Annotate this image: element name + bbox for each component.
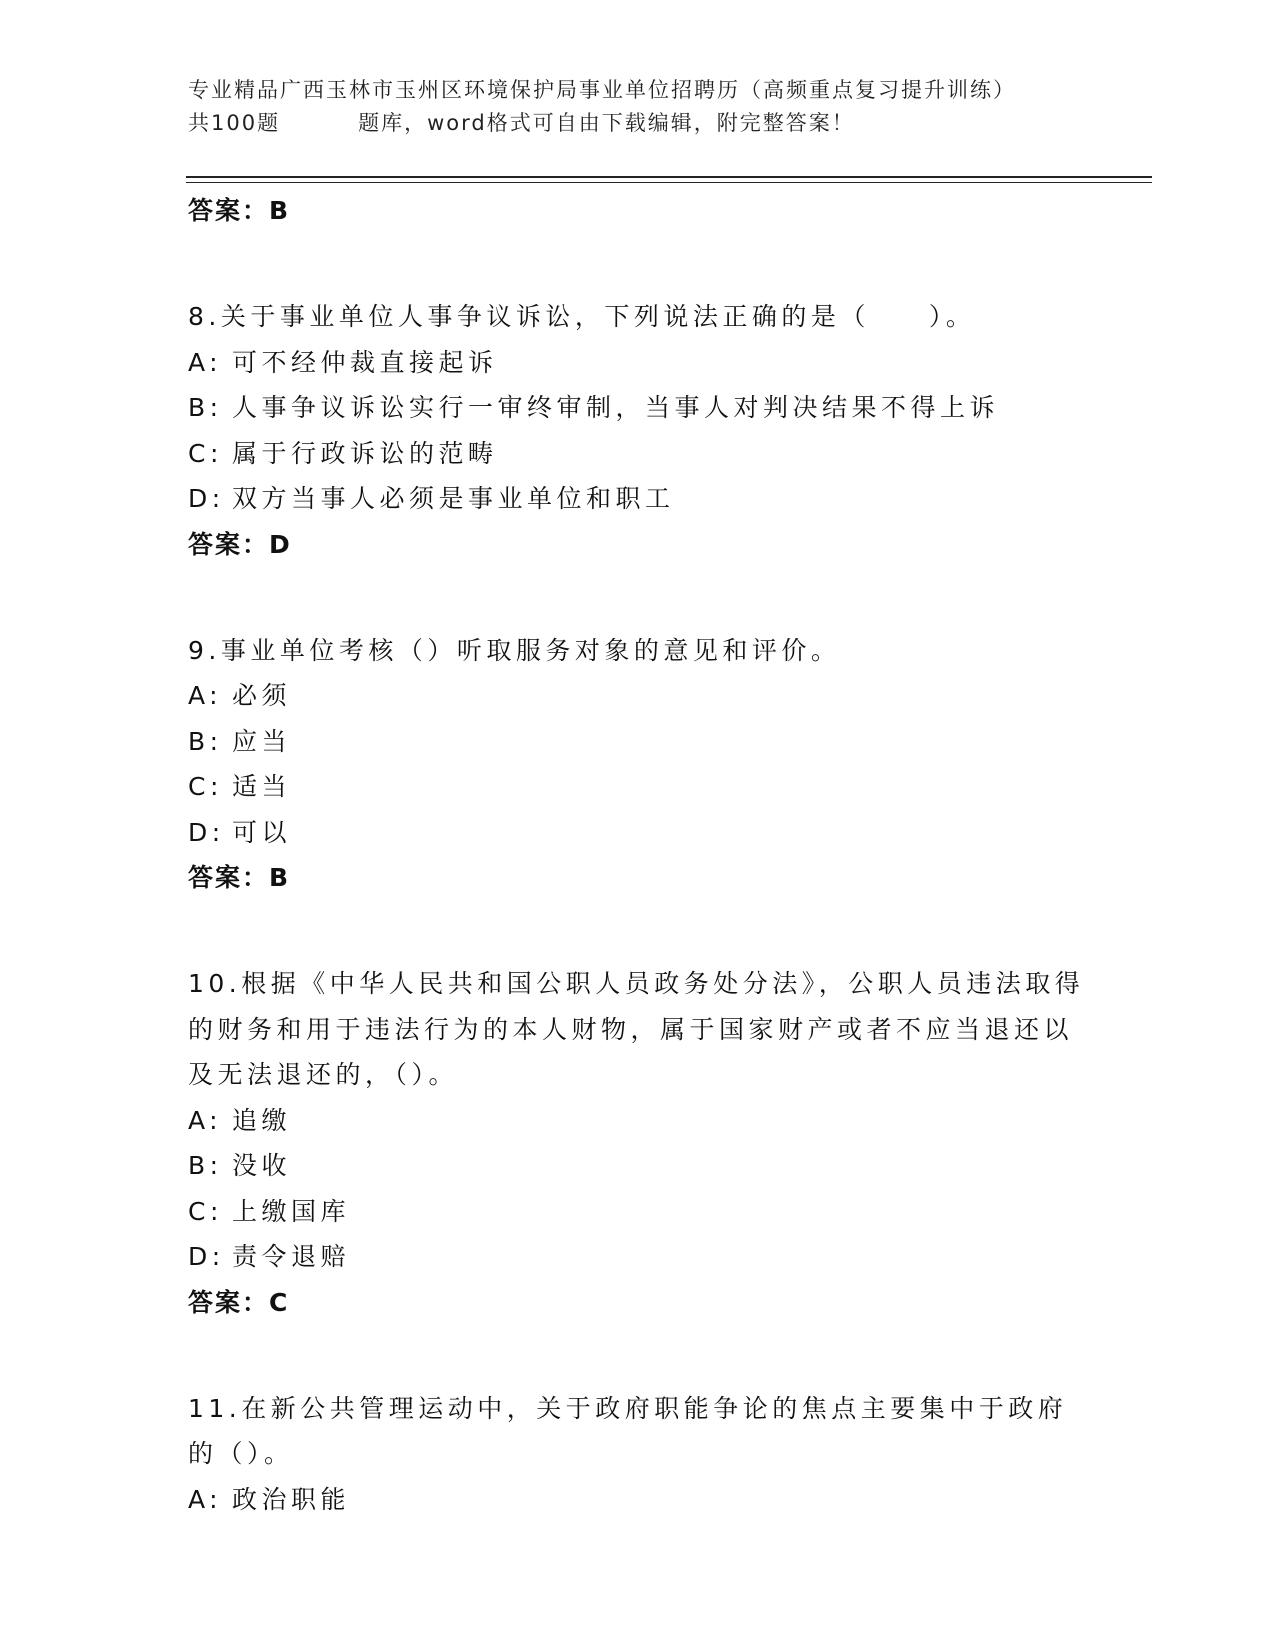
option-key: D: xyxy=(188,817,225,847)
option-c xyxy=(188,764,1088,810)
option-text: 追缴 xyxy=(232,1105,292,1135)
option-key: C: xyxy=(188,438,223,468)
option-text: 属于行政诉讼的范畴 xyxy=(232,438,498,468)
question-block-9 xyxy=(188,628,1088,902)
option-key: B: xyxy=(188,726,223,756)
header-title-line2 xyxy=(188,107,1088,140)
option-a xyxy=(188,1098,1088,1144)
option-key: A: xyxy=(188,1484,223,1514)
option-text: 双方当事人必须是事业单位和职工 xyxy=(232,484,675,513)
question-stem: 9.事业单位考核（）听取服务对象的意见和评价。 xyxy=(188,635,841,665)
option-text: 适当 xyxy=(232,772,292,801)
option-text: 可不经仲裁直接起诉 xyxy=(232,347,498,377)
answer-q10: 答案：C xyxy=(188,1287,290,1317)
option-b xyxy=(188,719,1088,765)
document-header xyxy=(188,74,1088,140)
question-block-10 xyxy=(188,961,1088,1326)
question-block-11 xyxy=(188,1386,1088,1523)
option-key: B: xyxy=(188,1151,223,1180)
answer-q8: 答案：D xyxy=(188,529,292,559)
option-d xyxy=(188,810,1088,856)
option-d xyxy=(188,1234,1088,1280)
header-divider-thick xyxy=(186,176,1152,178)
option-key: C: xyxy=(188,1196,223,1226)
answer-q9: 答案：B xyxy=(188,863,291,892)
option-key: D: xyxy=(188,1242,225,1271)
option-text: 可以 xyxy=(232,817,292,847)
option-c xyxy=(188,431,1088,477)
option-key: A: xyxy=(188,681,223,710)
header-divider-thin xyxy=(186,182,1152,183)
question-list xyxy=(188,188,1088,1522)
question-stem: 11.在新公共管理运动中，关于政府职能争论的焦点主要集中于政府的（）。 xyxy=(188,1393,1068,1468)
option-b xyxy=(188,1143,1088,1189)
option-text: 没收 xyxy=(232,1151,292,1180)
option-key: C: xyxy=(188,772,223,801)
option-a xyxy=(188,1477,1088,1523)
answer-q7: 答案：B xyxy=(188,196,291,225)
option-text: 必须 xyxy=(232,681,292,710)
option-c xyxy=(188,1189,1088,1235)
option-text: 责令退赔 xyxy=(232,1242,351,1271)
question-stem: 8.关于事业单位人事争议诉讼，下列说法正确的是（ ）。 xyxy=(188,302,976,331)
question-block-8 xyxy=(188,294,1088,568)
option-key: D: xyxy=(188,484,225,513)
option-key: A: xyxy=(188,1105,223,1135)
option-key: B: xyxy=(188,393,223,422)
option-key: A: xyxy=(188,347,223,377)
option-text: 上缴国库 xyxy=(232,1196,351,1226)
header-title-line1: 专业精品广西玉林市玉州区环境保护局事业单位招聘历（高频重点复习提升训练） xyxy=(188,78,1016,102)
option-text: 人事争议诉讼实行一审终审制，当事人对判决结果不得上诉 xyxy=(232,393,1000,422)
header-description: 题库，word格式可自由下载编辑，附完整答案！ xyxy=(358,111,855,135)
option-b xyxy=(188,385,1088,431)
option-d xyxy=(188,476,1088,522)
option-a xyxy=(188,340,1088,386)
option-a xyxy=(188,673,1088,719)
option-text: 政治职能 xyxy=(232,1484,351,1514)
question-stem: 10.根据《中华人民共和国公职人员政务处分法》，公职人员违法取得的财务和用于违法行为的本人财物，属于国家财产或者不应当退还以及无法退还的，（）。 xyxy=(188,969,1085,1089)
header-question-count: 共100题 xyxy=(188,111,281,135)
option-text: 应当 xyxy=(232,726,292,756)
